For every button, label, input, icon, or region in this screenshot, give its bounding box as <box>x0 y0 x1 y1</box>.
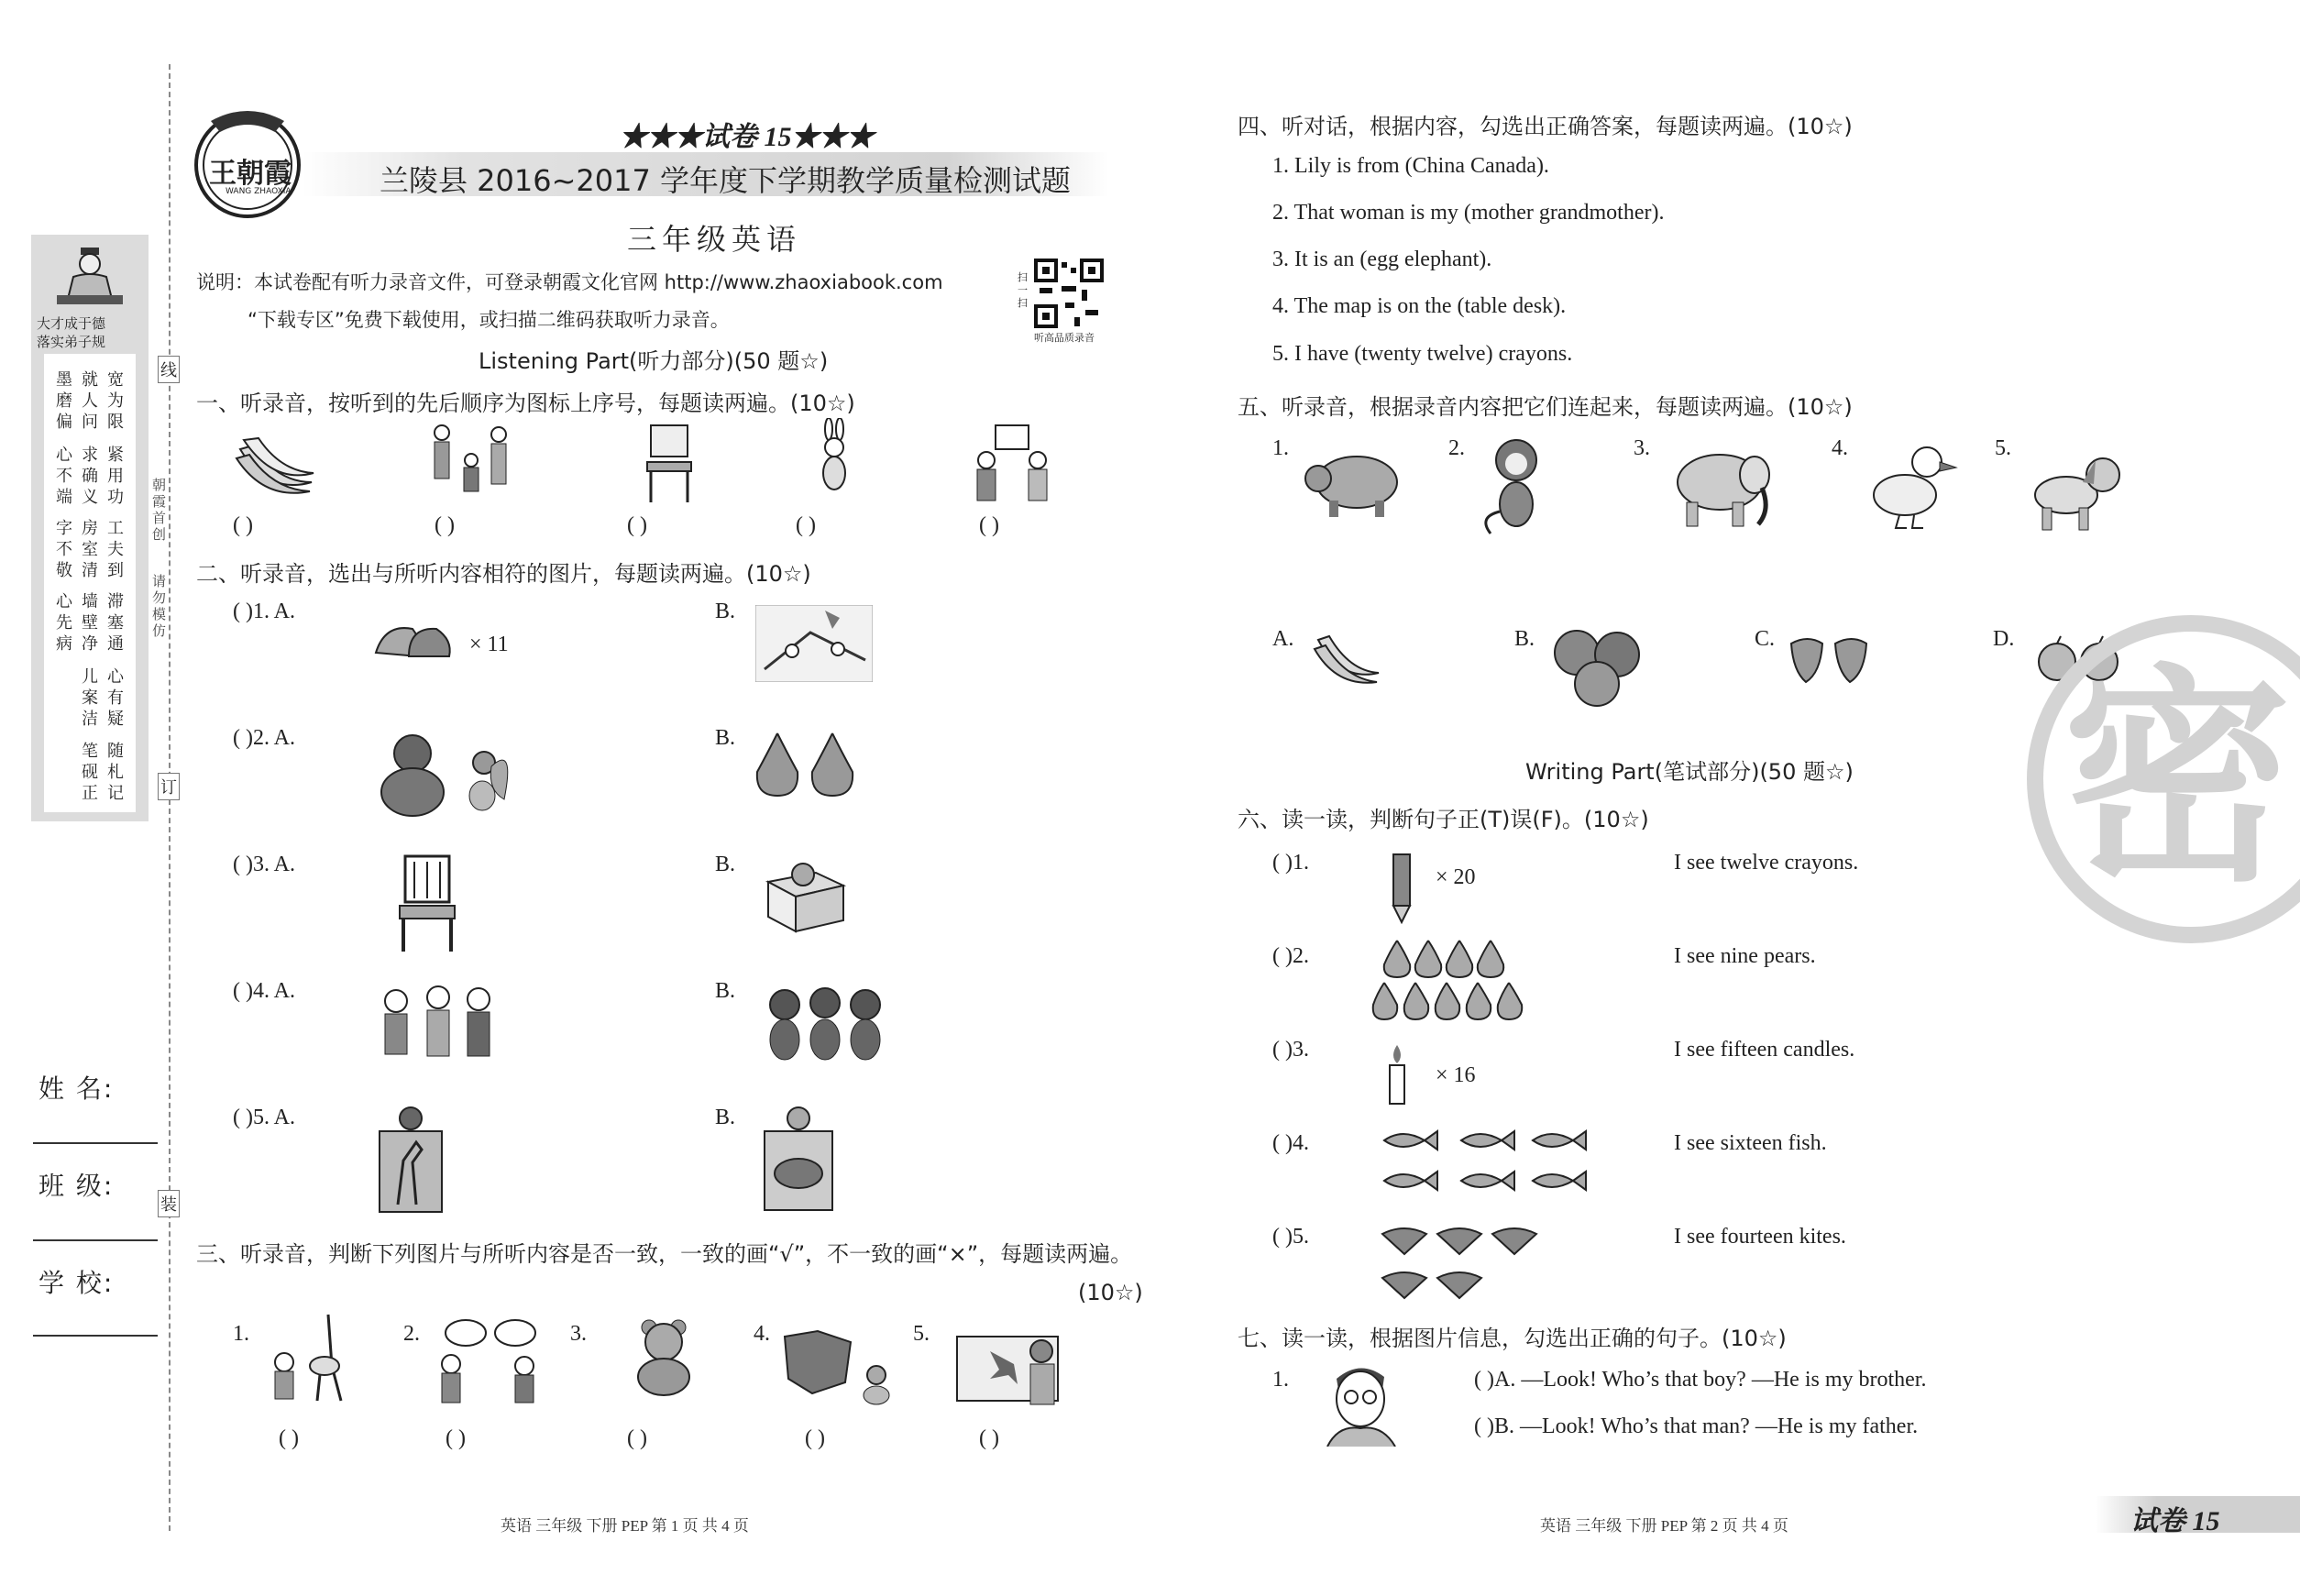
q3-num: 4. <box>754 1322 770 1346</box>
q6-item-4[interactable]: ( )4. <box>1272 1131 1309 1155</box>
motto-col: 墙壁净 <box>82 592 98 654</box>
kite-flying-scene-icon <box>755 605 873 682</box>
map-and-animal-icon <box>781 1327 902 1406</box>
motto-col: 紧用功 <box>107 446 124 507</box>
q3-answer-blank[interactable]: ( ) <box>279 1426 299 1450</box>
q6-item-5[interactable]: ( )5. <box>1272 1225 1309 1249</box>
q4-item[interactable]: 3. It is an (egg elephant). <box>1272 248 1492 271</box>
duck-icon <box>1863 440 1958 532</box>
motto-col: 求确义 <box>82 446 98 507</box>
q4-item[interactable]: 1. Lily is from (China Canada). <box>1272 154 1549 178</box>
secret-watermark-text: 密 <box>2063 645 2292 912</box>
footer-badge: 试卷 15 <box>2130 1506 2220 1536</box>
dog-icon <box>2019 446 2127 534</box>
motto-col: 字不敬 <box>56 519 72 580</box>
q6-item-4-sentence: I see sixteen fish. <box>1674 1131 1827 1155</box>
motto-col: 心不端 <box>56 446 72 507</box>
footer-right: 英语 三年级 下册 PEP 第 2 页 共 4 页 <box>1540 1517 1788 1535</box>
qr-left-caption: 扫一扫 <box>1018 271 1028 309</box>
elephant-icon <box>1663 442 1773 530</box>
q1-answer-blank[interactable]: ( ) <box>233 513 253 537</box>
chair-icon <box>642 422 697 504</box>
motto-col: 滞塞通 <box>107 592 124 654</box>
q3-num: 2. <box>403 1322 420 1346</box>
children-icon <box>376 979 501 1071</box>
bananas-icon <box>231 431 319 501</box>
teddy-bear-icon <box>620 1318 711 1397</box>
note-line-2: “下载专区”免费下载使用，或扫描二维码获取听力录音。 <box>248 309 730 331</box>
motto-col: 房室清 <box>82 519 98 580</box>
q2-item-5-b: B. <box>715 1106 736 1129</box>
q1-answer-blank[interactable]: ( ) <box>435 513 455 537</box>
motto-col: 心有疑 <box>107 667 124 729</box>
q5-letter: D. <box>1993 627 2015 651</box>
q6-item-2[interactable]: ( )2. <box>1272 944 1309 968</box>
q4-item[interactable]: 2. That woman is my (mother grandmother). <box>1272 201 1665 225</box>
kites-group-icon <box>1379 1221 1547 1304</box>
monkeys-icon <box>763 983 887 1065</box>
q4-item[interactable]: 5. I have (twenty twelve) crayons. <box>1272 342 1573 366</box>
q5-letter: A. <box>1272 627 1294 651</box>
chair-icon <box>392 853 462 953</box>
strawberries-icon <box>1786 631 1874 686</box>
girl-with-giraffe-picture-icon <box>376 1106 446 1214</box>
boy-with-tiger-picture-icon <box>761 1106 836 1212</box>
man-portrait-icon <box>1320 1359 1403 1447</box>
q7-num: 1. <box>1272 1368 1289 1392</box>
q3-num: 5. <box>913 1322 930 1346</box>
binding-mark-order: 订 <box>158 773 180 800</box>
vertical-note-1: 朝霞首创 <box>152 477 167 543</box>
q2-item-2-b: B. <box>715 726 736 750</box>
children-talking-icon <box>429 1316 548 1404</box>
q2-item-4-b: B. <box>715 979 736 1003</box>
giraffe-icon <box>264 1311 352 1403</box>
name-field[interactable] <box>33 1142 158 1144</box>
rabbit-icon <box>807 418 862 501</box>
q4-title: 四、听对话，根据内容，勾选出正确答案，每题读两遍。(10☆) <box>1238 114 1853 139</box>
footer-left: 英语 三年级 下册 PEP 第 1 页 共 4 页 <box>501 1517 749 1535</box>
q2-item-1-count: × 11 <box>469 633 509 656</box>
q4-item[interactable]: 4. The map is on the (table desk). <box>1272 294 1567 318</box>
motto-title-2: 落实弟子规 <box>37 334 106 350</box>
q5-num: 4. <box>1832 436 1848 460</box>
q2-item-1[interactable]: ( )1. A. <box>233 600 295 623</box>
q7-option-a[interactable]: ( )A. —Look! Who’s that boy? —He is my brother. <box>1474 1368 1927 1392</box>
q5-num: 2. <box>1448 436 1465 460</box>
q1-answer-blank[interactable]: ( ) <box>627 513 647 537</box>
q1-answer-blank[interactable]: ( ) <box>979 513 999 537</box>
binding-mark-bind: 装 <box>158 1190 180 1217</box>
qr-caption: 听高品质录音 <box>1034 332 1095 344</box>
flag-and-boy-icon <box>953 1327 1069 1406</box>
crayon-icon <box>1388 847 1415 924</box>
writing-title: Writing Part(笔试部分)(50 题☆) <box>1525 759 1854 785</box>
monkey-icon <box>1472 435 1560 541</box>
toy-in-box-icon <box>761 854 849 933</box>
q6-title: 六、读一读，判断句子正(T)误(F)。(10☆) <box>1238 807 1649 832</box>
q3-answer-blank[interactable]: ( ) <box>979 1426 999 1450</box>
q1-answer-blank[interactable]: ( ) <box>796 513 816 537</box>
q5-num: 3. <box>1634 436 1650 460</box>
motto-col: 就人问 <box>82 370 98 432</box>
q2-title: 二、听录音，选出与所听内容相符的图片，每题读两遍。(10☆) <box>196 561 811 587</box>
q7-option-b[interactable]: ( )B. —Look! Who’s that man? —He is my father. <box>1474 1414 1919 1438</box>
exam-title: 兰陵县 2016~2017 学年度下学期教学质量检测试题 <box>380 163 1072 198</box>
children-picture-icon <box>964 424 1060 502</box>
q6-item-3-sentence: I see fifteen candles. <box>1674 1038 1855 1062</box>
q5-letter: B. <box>1514 627 1535 651</box>
candle-icon <box>1384 1043 1410 1106</box>
q2-item-5[interactable]: ( )5. A. <box>233 1106 295 1129</box>
q3-score: (10☆) <box>1078 1280 1143 1305</box>
q2-item-2[interactable]: ( )2. A. <box>233 726 295 750</box>
q3-answer-blank[interactable]: ( ) <box>627 1426 647 1450</box>
school-label: 学 校: <box>39 1268 115 1298</box>
q3-answer-blank[interactable]: ( ) <box>805 1426 825 1450</box>
vertical-note-2: 请勿模仿 <box>152 573 167 639</box>
q1-title: 一、听录音，按听到的先后顺序为图标上序号，每题读两遍。(10☆) <box>196 391 855 416</box>
motto-col: 儿案洁 <box>82 667 98 729</box>
qr-code-icon <box>1034 259 1104 328</box>
q3-num: 1. <box>233 1322 249 1346</box>
motto-col: 心先病 <box>56 592 72 654</box>
motto-title-1: 大才成于德 <box>37 315 106 332</box>
watermelons-icon <box>1547 625 1646 710</box>
q2-item-1-b: B. <box>715 600 736 623</box>
q6-item-3[interactable]: ( )3. <box>1272 1038 1309 1062</box>
q6-item-1[interactable]: ( )1. <box>1272 851 1309 875</box>
q6-item-1-sentence: I see twelve crayons. <box>1674 851 1859 875</box>
binding-mark-line: 线 <box>158 356 180 383</box>
bananas-icon <box>1309 625 1382 689</box>
note-line-1: 说明：本试卷配有听力录音文件，可登录朝霞文化官网 http://www.zhaoxiabook.com <box>196 271 943 293</box>
bear-and-squirrel-icon <box>372 726 515 818</box>
scholar-illustration-icon <box>53 244 127 308</box>
q2-item-3-b: B. <box>715 853 736 876</box>
motto-col: 随札记 <box>107 742 124 803</box>
class-label: 班 级: <box>39 1171 115 1201</box>
q5-num: 1. <box>1272 436 1289 460</box>
caps-icon <box>372 620 455 666</box>
class-field[interactable] <box>33 1239 158 1241</box>
pears-icon <box>752 730 862 799</box>
q7-title: 七、读一读，根据图片信息，勾选出正确的句子。(10☆) <box>1238 1326 1787 1351</box>
q5-letter: C. <box>1755 627 1776 651</box>
school-field[interactable] <box>33 1335 158 1337</box>
q6-item-2-sentence: I see nine pears. <box>1674 944 1816 968</box>
name-label: 姓 名: <box>39 1073 115 1104</box>
motto-col: 墨磨偏 <box>56 370 72 432</box>
q6-item-1-count: × 20 <box>1436 865 1476 889</box>
paper-number: ★★★试卷 15★★★ <box>620 122 875 152</box>
family-icon <box>427 422 515 504</box>
motto-col: 宽为限 <box>107 370 124 432</box>
subject-title: 三年级英语 <box>627 222 802 257</box>
listening-title: Listening Part(听力部分)(50 题☆) <box>479 348 829 374</box>
motto-col: 笔砚正 <box>82 742 98 803</box>
fish-group-icon <box>1381 1126 1590 1199</box>
q5-title: 五、听录音，根据录音内容把它们连起来，每题读两遍。(10☆) <box>1238 394 1853 420</box>
brand-logo-text: 王朝霞 <box>209 159 292 189</box>
q6-item-3-count: × 16 <box>1436 1063 1476 1087</box>
q6-item-5-sentence: I see fourteen kites. <box>1674 1225 1846 1249</box>
q3-title: 三、听录音，判断下列图片与所听内容是否一致，一致的画“√”，不一致的画“×”，每题读两遍。 <box>196 1241 1133 1267</box>
q2-item-3[interactable]: ( )3. A. <box>233 853 295 876</box>
q3-answer-blank[interactable]: ( ) <box>446 1426 466 1450</box>
pears-group-icon <box>1371 939 1529 1023</box>
q2-item-4[interactable]: ( )4. A. <box>233 979 295 1003</box>
motto-col: 工夫到 <box>107 519 124 580</box>
brand-logo-sub: WANG ZHAOXIA <box>226 187 292 196</box>
q5-num: 5. <box>1995 436 2011 460</box>
q3-num: 3. <box>570 1322 587 1346</box>
pig-icon <box>1302 446 1404 523</box>
